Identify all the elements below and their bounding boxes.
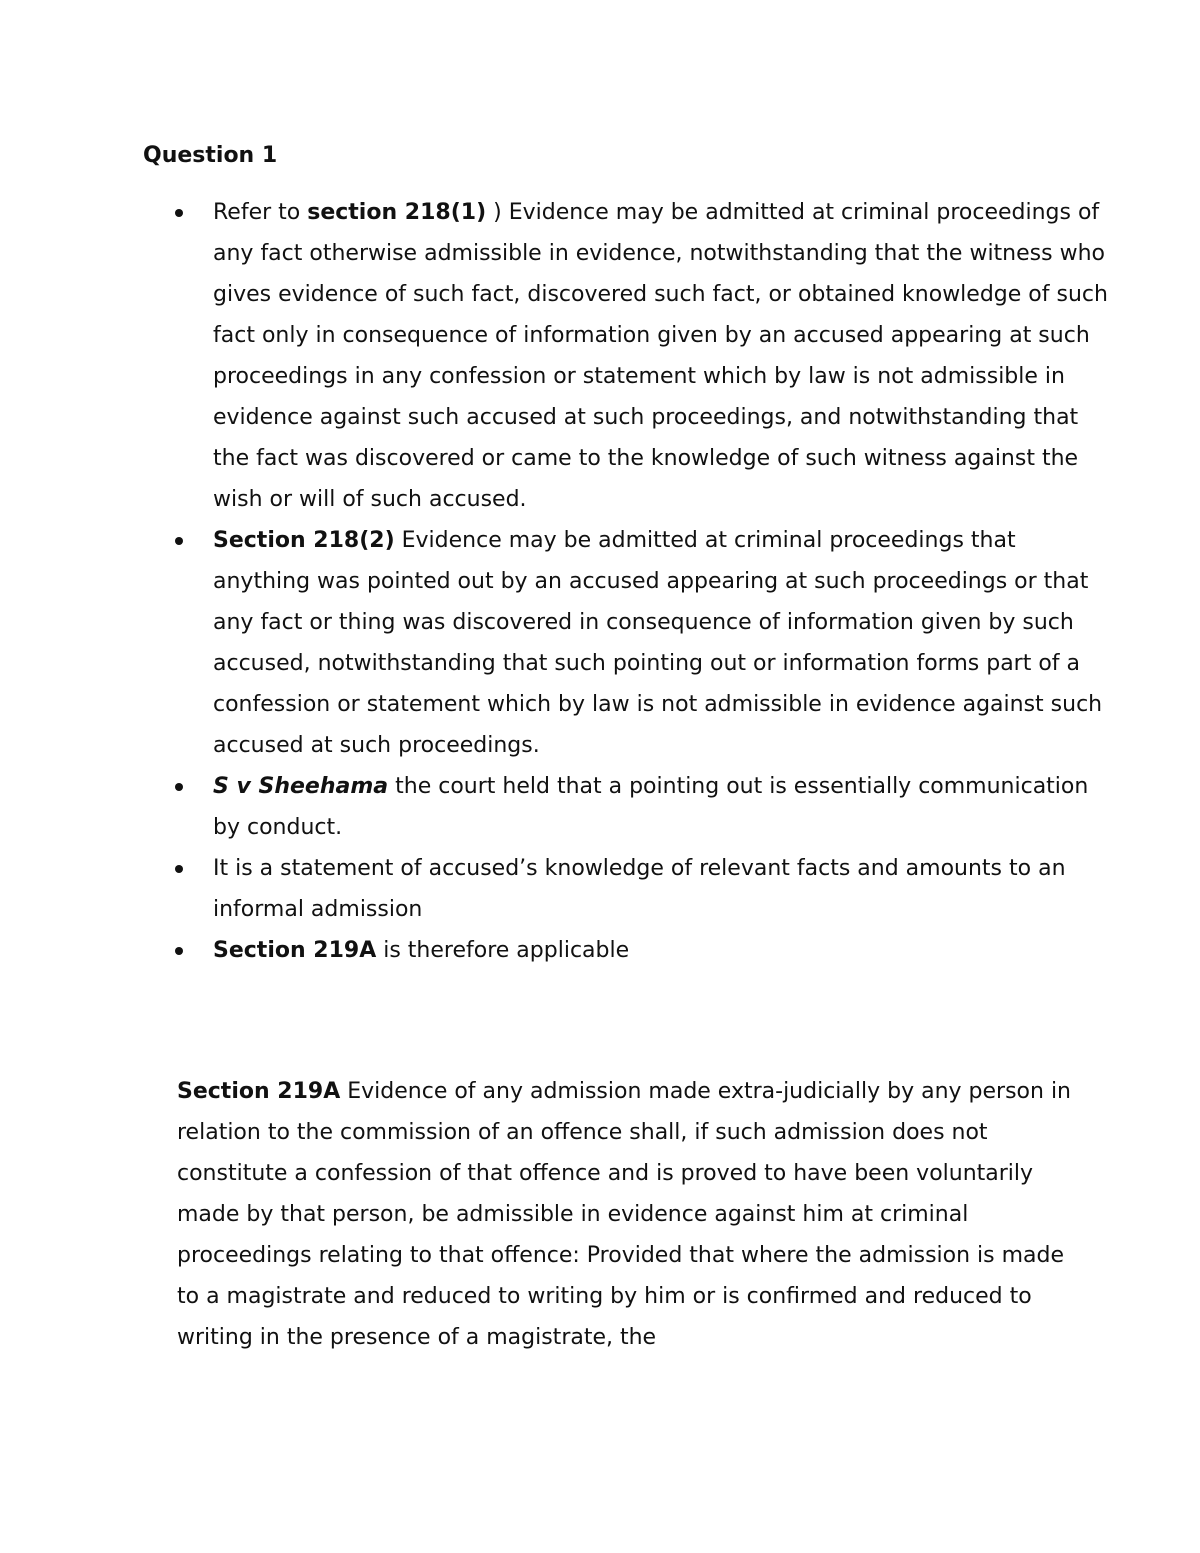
bullet-prefix: Refer to — [213, 200, 308, 225]
bullet-item-case-sheehama — [213, 766, 1113, 848]
bullet-icon — [175, 947, 183, 955]
bullet-list — [213, 192, 1113, 971]
bullet-text: the court held that a pointing out is essentially communication by conduct. — [213, 774, 1089, 840]
section-218-2-label: Section 218(2) — [213, 528, 395, 553]
bullet-icon — [175, 783, 183, 791]
case-name: S v Sheehama — [213, 774, 389, 799]
bullet-icon — [175, 865, 183, 873]
bullet-text: is therefore applicable — [376, 938, 630, 963]
paragraph-text: Evidence of any admission made extra-judicially by any person in relation to the commission of an offence shall, if such admission does not constitute a confession of that offence and is proved to have been voluntarily made by that person, be admissible in evidence against him at criminal proceedings relating to that offence: Provided that where the admission is made to a magistrate and reduced to writing by him or is confirmed and reduced to writing in the presence of a magistrate, the — [177, 1079, 1071, 1350]
paragraph-section-label: Section 219A — [177, 1079, 341, 1104]
bullet-text: ) Evidence may be admitted at criminal proceedings of any fact otherwise admissible in evidence, notwithstanding that the witness who gives evidence of such fact, discovered such fact, or obtained knowledge of such fact only in consequence of information given by an accused appearing at such proceedings in any confession or statement which by law is not admissible in evidence against such accused at such proceedings, and notwithstanding that the fact was discovered or came to the knowledge of such witness against the wish or will of such accused. — [213, 200, 1108, 512]
bullet-icon — [175, 209, 183, 217]
bullet-item-section-218-2 — [213, 520, 1113, 766]
bullet-text: It is a statement of accused’s knowledge of relevant facts and amounts to an informal admission — [213, 856, 1066, 922]
bullet-item-section-218-1 — [213, 192, 1113, 520]
section-219a-paragraph — [177, 1071, 1082, 1358]
section-218-1-label: section 218(1) — [307, 200, 487, 225]
bullet-text: Evidence may be admitted at criminal proceedings that anything was pointed out by an accused appearing at such proceedings or that any fact or thing was discovered in consequence of information given by such accused, notwithstanding that such pointing out or information forms part of a confession or statement which by law is not admissible in evidence against such accused at such proceedings. — [213, 528, 1103, 758]
bullet-item-informal-admission — [213, 848, 1113, 930]
section-219a-label: Section 219A — [213, 938, 377, 963]
bullet-icon — [175, 537, 183, 545]
bullet-item-section-219a — [213, 930, 1113, 971]
question-heading: Question 1 — [143, 143, 278, 168]
